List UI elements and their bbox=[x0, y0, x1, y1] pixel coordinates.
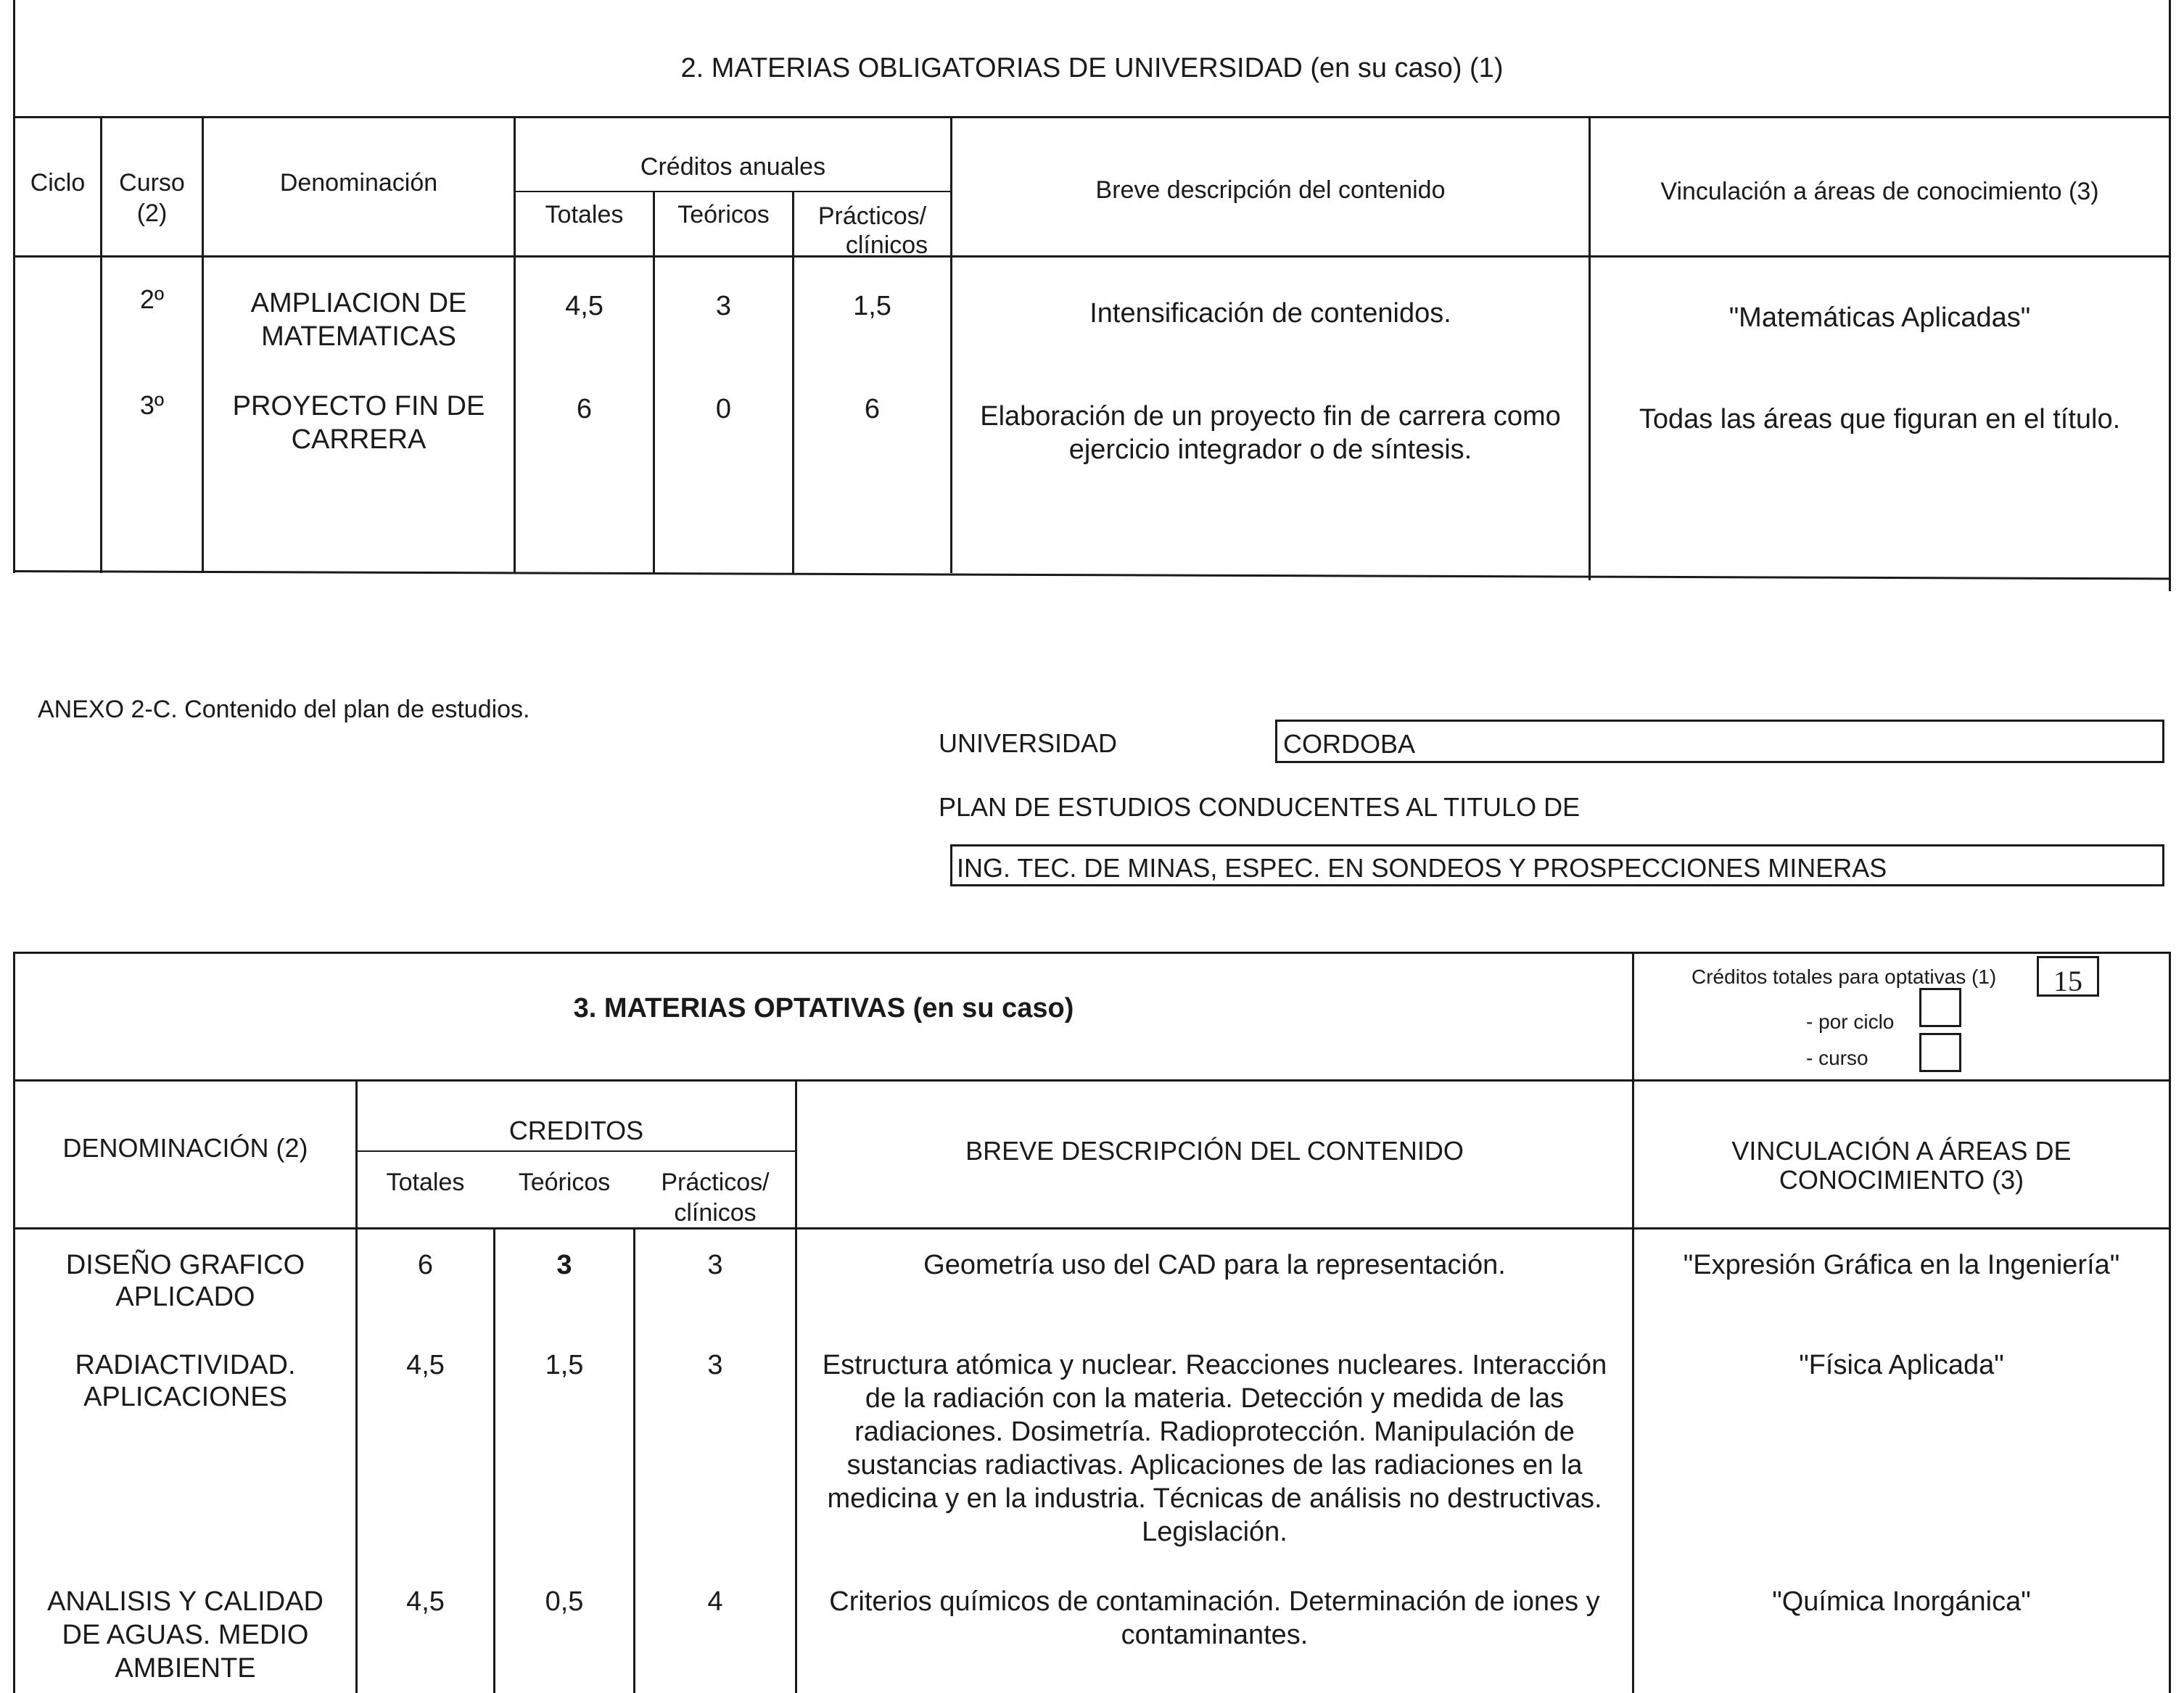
plan-field bbox=[950, 844, 2164, 886]
curso-label: - curso bbox=[1806, 1047, 1868, 1069]
header-ciclo: Ciclo bbox=[30, 169, 86, 197]
row-teoricos: 3 bbox=[715, 291, 732, 321]
row-totales: 6 bbox=[417, 1250, 434, 1280]
creditos-totales-value: 15 bbox=[2053, 965, 2082, 997]
row-denominacion-line2: APLICADO bbox=[115, 1282, 255, 1312]
row-descripcion-line2: contaminantes. bbox=[1121, 1620, 1309, 1650]
header-practicos: Prácticos/ bbox=[661, 1169, 770, 1196]
creditos-totales-label: Créditos totales para optativas (1) bbox=[1691, 965, 1997, 988]
row-descripcion-line6: Legislación. bbox=[1142, 1517, 1287, 1547]
header-teoricos: Teóricos bbox=[677, 201, 770, 228]
row-teoricos: 3 bbox=[556, 1250, 572, 1280]
por-ciclo-label: - por ciclo bbox=[1806, 1010, 1895, 1033]
header-vinculacion-line2: CONOCIMIENTO (3) bbox=[1779, 1165, 2024, 1195]
row-curso: 2º bbox=[139, 284, 165, 314]
header-denominacion: Denominación bbox=[279, 169, 438, 197]
header-descripcion: Breve descripción del contenido bbox=[1095, 176, 1446, 204]
header-clinicos: clínicos bbox=[845, 231, 928, 259]
header-creditos: CREDITOS bbox=[508, 1116, 644, 1145]
row-denominacion-line2: CARRERA bbox=[291, 424, 427, 455]
anexo-title: ANEXO 2-C. Contenido del plan de estudios. bbox=[38, 696, 530, 723]
row-descripcion-line5: medicina y en la industria. Técnicas de análisis no destructivas. bbox=[827, 1483, 1602, 1514]
por-ciclo-box bbox=[1919, 988, 1961, 1027]
universidad-value: CORDOBA bbox=[1283, 729, 1416, 759]
row-area: "Química Inorgánica" bbox=[1772, 1586, 2031, 1617]
header-creditos-anuales: Créditos anuales bbox=[640, 153, 826, 181]
row-denominacion-line2: APLICACIONES bbox=[83, 1382, 287, 1412]
row-area: Todas las áreas que figuran en el título. bbox=[1639, 404, 2121, 434]
row-teoricos: 1,5 bbox=[545, 1350, 584, 1380]
header-vinculacion-line1: VINCULACIÓN A ÁREAS DE bbox=[1731, 1136, 2072, 1166]
header-vinculacion: Vinculación a áreas de conocimiento (3) bbox=[1660, 178, 2099, 205]
row-practicos: 1,5 bbox=[853, 291, 891, 321]
row-denominacion-line2: MATEMATICAS bbox=[261, 321, 456, 352]
row-area: "Física Aplicada" bbox=[1799, 1350, 2004, 1380]
row-descripcion-line4: sustancias radiactivas. Aplicaciones de las radiaciones en la bbox=[846, 1450, 1583, 1480]
header-curso: Curso bbox=[119, 169, 185, 197]
universidad-label: UNIVERSIDAD bbox=[939, 728, 1118, 758]
row-area: "Matemáticas Aplicadas" bbox=[1728, 302, 2031, 333]
header-denominacion: DENOMINACIÓN (2) bbox=[62, 1133, 308, 1163]
row-area: "Expresión Gráfica en la Ingeniería" bbox=[1683, 1250, 2120, 1280]
row-denominacion-line3: AMBIENTE bbox=[115, 1653, 256, 1684]
plan-label: PLAN DE ESTUDIOS CONDUCENTES AL TITULO DE bbox=[939, 792, 1581, 822]
creditos-totales-box bbox=[2037, 956, 2099, 997]
row-teoricos: 0,5 bbox=[545, 1586, 584, 1617]
section3-title: 3. MATERIAS OPTATIVAS (en su caso) bbox=[573, 993, 1074, 1023]
row-denominacion-line1: ANALISIS Y CALIDAD bbox=[47, 1586, 324, 1617]
row-practicos: 4 bbox=[707, 1586, 723, 1617]
header-descripcion: BREVE DESCRIPCIÓN DEL CONTENIDO bbox=[965, 1136, 1464, 1166]
row-totales: 4,5 bbox=[406, 1350, 445, 1380]
header-clinicos: clínicos bbox=[674, 1199, 757, 1227]
plan-value: ING. TEC. DE MINAS, ESPEC. EN SONDEOS Y PROSPECCIONES MINERAS bbox=[957, 853, 1887, 883]
header-teoricos: Teóricos bbox=[518, 1169, 611, 1196]
row-curso: 3º bbox=[139, 390, 165, 420]
row-denominacion-line1: AMPLIACION DE bbox=[250, 288, 467, 318]
header-totales: Totales bbox=[386, 1169, 465, 1196]
row-totales: 6 bbox=[576, 394, 593, 424]
row-descripcion-line3: radiaciones. Dosimetría. Radioprotección. Manipulación de bbox=[854, 1417, 1575, 1447]
row-descripcion: Intensificación de contenidos. bbox=[1089, 298, 1451, 329]
curso-box bbox=[1919, 1033, 1961, 1072]
section2-title: 2. MATERIAS OBLIGATORIAS DE UNIVERSIDAD (en su caso) (1) bbox=[680, 53, 1504, 83]
row-practicos: 6 bbox=[864, 394, 881, 424]
row-descripcion-line1: Estructura atómica y nuclear. Reacciones nucleares. Interacción bbox=[822, 1350, 1607, 1380]
row-descripcion-line2: de la radiación con la materia. Detección y medida de las bbox=[865, 1383, 1565, 1414]
row-totales: 4,5 bbox=[406, 1586, 445, 1617]
row-descripcion-line1: Geometría uso del CAD para la representación. bbox=[923, 1250, 1506, 1280]
row-descripcion-line1: Criterios químicos de contaminación. Determinación de iones y bbox=[829, 1586, 1600, 1617]
header-curso-note: (2) bbox=[136, 199, 168, 227]
row-teoricos: 0 bbox=[715, 394, 732, 424]
row-descripcion-line1: Elaboración de un proyecto fin de carrera como bbox=[980, 401, 1561, 432]
header-practicos: Prácticos/ bbox=[817, 202, 927, 230]
row-descripcion-line2: ejercicio integrador o de síntesis. bbox=[1068, 434, 1472, 465]
row-denominacion-line1: RADIACTIVIDAD. bbox=[75, 1350, 296, 1380]
row-denominacion-line1: DISEÑO GRAFICO bbox=[65, 1250, 305, 1280]
row-denominacion-line2: DE AGUAS. MEDIO bbox=[62, 1620, 309, 1650]
row-totales: 4,5 bbox=[565, 291, 603, 321]
row-practicos: 3 bbox=[707, 1250, 723, 1280]
row-practicos: 3 bbox=[707, 1350, 723, 1380]
universidad-field bbox=[1275, 720, 2164, 763]
row-denominacion-line1: PROYECTO FIN DE bbox=[232, 391, 485, 421]
header-totales: Totales bbox=[545, 201, 624, 228]
